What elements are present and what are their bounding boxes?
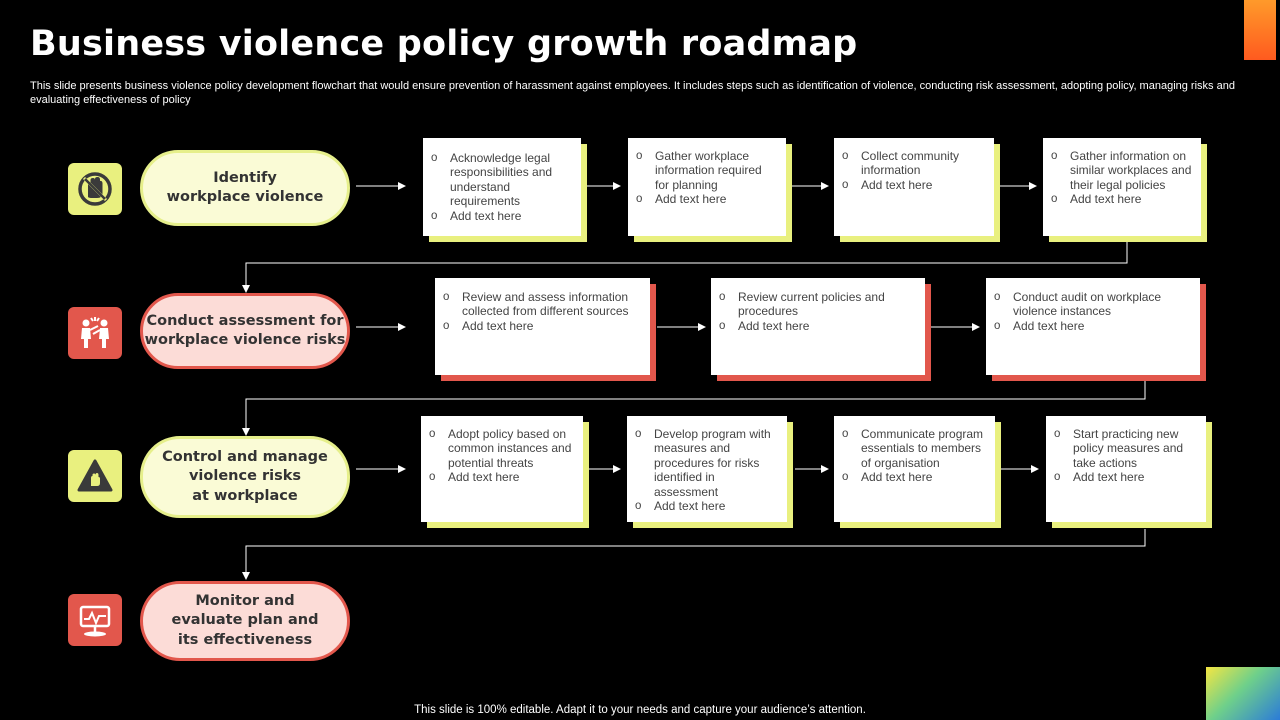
step-box — [421, 416, 583, 522]
step-box — [1043, 138, 1201, 236]
warning-hand-icon — [68, 450, 122, 502]
step-item: o Acknowledge legal responsibilities and understand requirements — [431, 151, 573, 209]
step-item: o Gather workplace information required for planning — [636, 149, 778, 192]
step-item: o Review and assess information collected from different sources — [443, 290, 642, 319]
step-box — [834, 138, 994, 236]
step-item: o Add text here — [636, 192, 778, 206]
step-box — [628, 138, 786, 236]
stage-4-label — [140, 581, 350, 661]
step-item: o Add text here — [1054, 470, 1198, 484]
step-item: o Adopt policy based on common instances and potential threats — [429, 427, 575, 470]
step-box — [986, 278, 1200, 375]
stage-label-line: evaluate plan and — [171, 612, 319, 629]
stage-label-line: Monitor and — [195, 592, 295, 609]
step-item: o Start practicing new policy measures and take actions — [1054, 427, 1198, 470]
stage-label-line: Control and manage — [162, 448, 328, 465]
stage-3-label — [140, 436, 350, 518]
stage-label-line: its effectiveness — [177, 631, 313, 648]
step-item: o Add text here — [994, 319, 1192, 333]
step-item: o Add text here — [443, 319, 642, 333]
stage-label-line: Conduct assessment for — [146, 312, 344, 329]
stage-label-line: at workplace — [192, 487, 298, 504]
arrow-connector — [246, 529, 1145, 579]
step-item: o Add text here — [719, 319, 917, 333]
slide-title: Business violence policy growth roadmap — [30, 24, 858, 64]
step-item: o Conduct audit on workplace violence instances — [994, 290, 1192, 319]
step-item: o Review current policies and procedures — [719, 290, 917, 319]
step-item: o Collect community information — [842, 149, 986, 178]
step-item: o Add text here — [431, 209, 573, 223]
stage-1-label — [140, 150, 350, 226]
step-box — [435, 278, 650, 375]
step-box — [423, 138, 581, 236]
stage-4-icon-tile — [68, 594, 122, 646]
people-conflict-icon — [68, 307, 122, 359]
step-item: o Develop program with measures and procedures for risks identified in assessment — [635, 427, 779, 499]
stage-label-line: Identify — [213, 169, 277, 186]
stage-2-icon-tile — [68, 307, 122, 359]
step-box — [711, 278, 925, 375]
slide-subtitle: This slide presents business violence policy development flowchart that would ensure prevention of harassment against employees. It includes steps such as identification of violence, conducting risk assessment, adopting policy, managing risks and evaluating effectiveness of policy — [30, 80, 1235, 106]
step-item: o Communicate program essentials to members of organisation — [842, 427, 987, 470]
step-box — [1046, 416, 1206, 522]
step-item: o Add text here — [1051, 192, 1193, 206]
step-item: o Add text here — [842, 470, 987, 484]
stage-3-icon-tile — [68, 450, 122, 502]
stage-1-icon-tile — [68, 163, 122, 215]
step-item: o Add text here — [635, 499, 779, 513]
step-box — [627, 416, 787, 522]
stage-2-label — [140, 293, 350, 369]
stage-label-line: workplace violence — [166, 189, 324, 205]
step-item: o Add text here — [429, 470, 575, 484]
stage-label-line: workplace violence risks — [144, 332, 346, 348]
stage-label-line: violence risks — [188, 468, 301, 485]
no-violence-hand-icon — [68, 163, 122, 215]
step-item: o Add text here — [842, 178, 986, 192]
step-item: o Gather information on similar workplaces and their legal policies — [1051, 149, 1193, 192]
step-box — [834, 416, 995, 522]
monitor-chart-icon — [68, 594, 122, 646]
slide-footer: This slide is 100% editable. Adapt it to your needs and capture your audience’s attention. — [414, 704, 866, 716]
